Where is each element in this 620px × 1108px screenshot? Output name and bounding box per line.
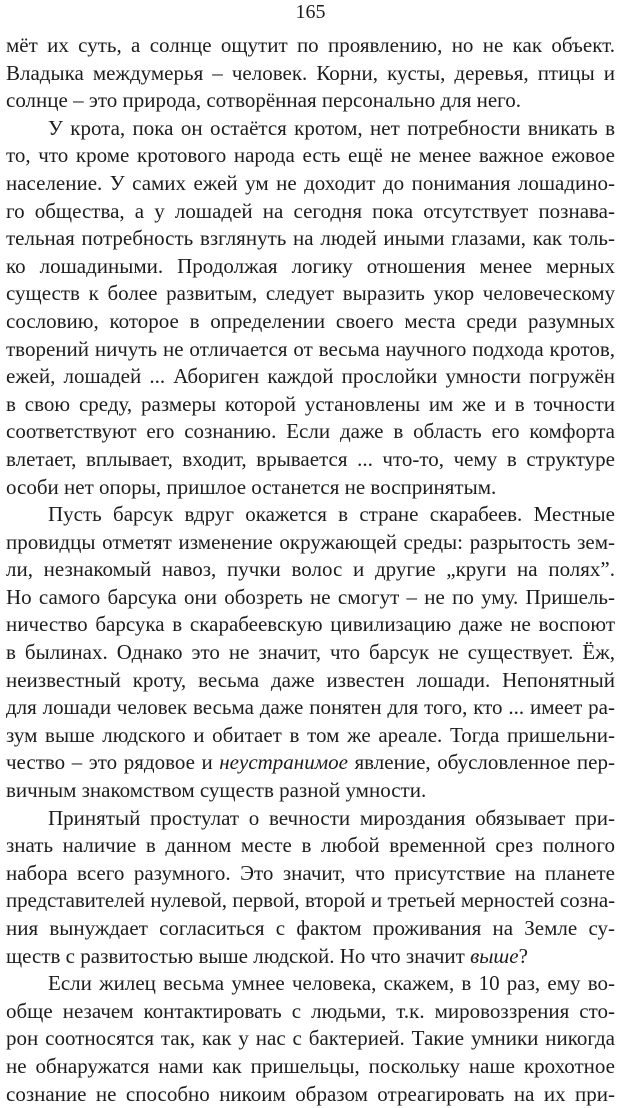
text-segment: творений ничуть не отличается от весьма научного подхода кротов, bbox=[6, 336, 615, 361]
text-line bbox=[6, 253, 615, 281]
text-segment: соответствуют его сознанию. Если даже в область его комфорта bbox=[6, 419, 615, 444]
text-segment: солнце – это природа, сотворённая персонально для него. bbox=[6, 88, 522, 113]
text-segment: знать наличие в данном месте в любой временной срез полного bbox=[6, 833, 615, 858]
text-line bbox=[6, 887, 615, 915]
text-segment: не обнаружатся нами как пришельцы, поскольку наше крохотное bbox=[6, 1053, 615, 1078]
text-line bbox=[6, 915, 615, 943]
text-line bbox=[6, 336, 615, 364]
text-segment: набора всего разумного. Это значит, что присутствие на планете bbox=[6, 860, 615, 885]
text-line bbox=[6, 943, 615, 971]
body-text bbox=[6, 32, 615, 1108]
text-line bbox=[6, 722, 615, 750]
text-segment: ко лошадиными. Продолжая логику отношения менее мерных bbox=[6, 253, 615, 278]
text-segment: представителей нулевой, первой, второй и третьей мерностей созна- bbox=[6, 888, 615, 913]
text-line bbox=[6, 639, 615, 667]
text-line bbox=[6, 32, 615, 60]
text-segment: явление, обусловленное пер- bbox=[347, 750, 615, 775]
text-segment: зум выше людского и обитает в том же ареале. Тогда пришельни- bbox=[6, 722, 615, 747]
text-line bbox=[6, 115, 615, 143]
text-segment: сословию, которое в определении своего места среди разумных bbox=[6, 308, 615, 333]
text-line bbox=[6, 667, 615, 695]
text-line bbox=[6, 142, 615, 170]
text-line bbox=[6, 391, 615, 419]
text-segment: ? bbox=[518, 943, 528, 968]
text-segment: сознание не способно никоим образом отреагировать на их при- bbox=[6, 1081, 615, 1106]
text-segment: Принятый простулат о вечности мироздания обязывает при- bbox=[48, 805, 615, 830]
text-line bbox=[6, 1025, 615, 1053]
text-line bbox=[6, 777, 615, 805]
text-segment: мёт их суть, а солнце ощутит по проявлению, но не как объект. bbox=[6, 33, 615, 57]
text-segment: Если жилец весьма умнее человека, скажем, в 10 раз, ему во- bbox=[48, 971, 615, 996]
text-line bbox=[6, 749, 615, 777]
text-line bbox=[6, 556, 615, 584]
text-line bbox=[6, 611, 615, 639]
text-line bbox=[6, 225, 615, 253]
text-line bbox=[6, 363, 615, 391]
italic-text: выше bbox=[470, 943, 519, 968]
text-segment: особи нет опоры, пришлое останется не воспринятым. bbox=[6, 474, 497, 499]
text-line bbox=[6, 832, 615, 860]
text-segment: существ к более развитым, следует выразить укор человеческому bbox=[6, 281, 615, 306]
page-number: 165 bbox=[295, 1, 326, 23]
text-segment: неизвестный кроту, весьма даже известен лошади. Непонятный bbox=[6, 667, 615, 692]
text-segment: население. У самих ежей ум не доходит до понимания лошадино- bbox=[6, 170, 615, 195]
text-line bbox=[6, 694, 615, 722]
text-segment: ли, незнакомый навоз, пучки волос и другие „круги на полях”. bbox=[6, 557, 615, 582]
text-line bbox=[6, 198, 615, 226]
text-segment: в свою среду, размеры которой установлены им же и в точности bbox=[6, 391, 615, 416]
text-line bbox=[6, 998, 615, 1026]
text-segment: тельная потребность взглянуть на людей иными глазами, как толь- bbox=[6, 226, 615, 251]
text-segment: У крота, пока он остаётся кротом, нет потребности вникать в bbox=[48, 115, 615, 140]
text-line bbox=[6, 1081, 615, 1108]
text-line bbox=[6, 501, 615, 529]
text-line bbox=[6, 170, 615, 198]
text-segment: в былинах. Однако это не значит, что барсук не существует. Ёж, bbox=[6, 640, 615, 665]
text-line bbox=[6, 970, 615, 998]
text-segment: Но самого барсука они обозреть не смогут – не по уму. Пришель- bbox=[6, 584, 615, 609]
text-line bbox=[6, 860, 615, 888]
text-segment: ния вынуждает согласиться с фактом проживания на Земле су- bbox=[6, 916, 615, 940]
text-segment: провидцы отметят изменение окружающей среды: разрытость зем- bbox=[6, 529, 615, 554]
text-line bbox=[6, 60, 615, 88]
text-segment: для лошади человек весьма даже понятен для того, кто ... имеет ра- bbox=[6, 695, 615, 720]
text-segment: то, что кроме кротового народа есть ещё не менее важное ежовое bbox=[6, 143, 615, 168]
text-segment: Пусть барсук вдруг окажется в стране скарабеев. Местные bbox=[48, 502, 615, 527]
text-line bbox=[6, 1053, 615, 1081]
text-line bbox=[6, 280, 615, 308]
text-segment: Владыка междумерья – человек. Корни, кусты, деревья, птицы и bbox=[6, 60, 615, 85]
text-segment: ществ с развитостью выше людской. Но что значит bbox=[6, 943, 471, 968]
text-segment: влетает, вплывает, входит, врывается ... что-то, чему в структуре bbox=[6, 446, 615, 471]
text-segment: ничество барсука в скарабеевскую цивилизацию даже не воспоют bbox=[6, 612, 615, 637]
text-segment: рон соотносятся так, как у нас с бактерией. Такие умники никогда bbox=[6, 1026, 615, 1051]
text-line bbox=[6, 446, 615, 474]
text-line bbox=[6, 418, 615, 446]
text-line bbox=[6, 805, 615, 833]
text-line bbox=[6, 584, 615, 612]
text-segment: го общества, а у лошадей на сегодня пока отсутствует познава- bbox=[6, 198, 615, 223]
text-line bbox=[6, 529, 615, 557]
text-segment: ежей, лошадей ... Абориген каждой прослойки умности погружён bbox=[6, 364, 615, 389]
text-line bbox=[6, 87, 615, 115]
text-segment: обще незачем контактировать с людьми, т.к. мировоззрения сто- bbox=[6, 998, 615, 1023]
text-segment: чество – это рядовое и bbox=[6, 750, 220, 775]
text-line bbox=[6, 308, 615, 336]
text-segment: вичным знакомством существ разной умности. bbox=[6, 778, 427, 803]
text-line bbox=[6, 474, 615, 502]
italic-text: неустранимое bbox=[219, 750, 348, 775]
